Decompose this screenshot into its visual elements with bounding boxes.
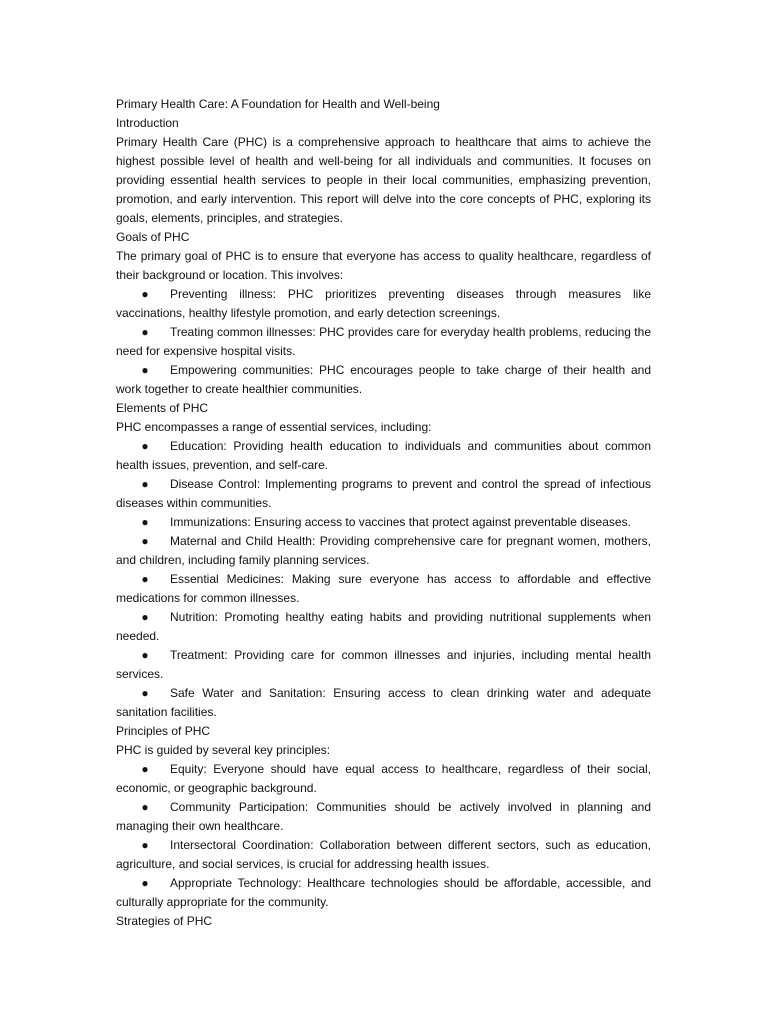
list-item-text: Immunizations: Ensuring access to vaccines that protect against preventable diseases. xyxy=(170,515,631,529)
list-item xyxy=(116,361,651,399)
list-item xyxy=(116,646,651,684)
list-item xyxy=(116,513,651,532)
bullet-icon: ● xyxy=(141,363,149,377)
list-item-text: Preventing illness: PHC prioritizes preventing diseases through measures like vaccinations, healthy lifestyle promotion, and early detection screenings. xyxy=(116,287,651,320)
list-item-text: Treating common illnesses: PHC provides care for everyday health problems, reducing the need for expensive hospital visits. xyxy=(116,325,651,358)
document-page xyxy=(116,95,651,931)
list-item xyxy=(116,684,651,722)
list-item xyxy=(116,532,651,570)
list-item xyxy=(116,323,651,361)
bullet-icon: ● xyxy=(141,838,149,852)
bullet-icon: ● xyxy=(141,648,149,662)
bullet-icon: ● xyxy=(141,287,149,301)
bullet-icon: ● xyxy=(141,515,149,529)
section-heading-principles: Principles of PHC xyxy=(116,724,211,738)
list-item xyxy=(116,608,651,646)
bullet-icon: ● xyxy=(141,439,149,453)
list-item-text: Essential Medicines: Making sure everyone has access to affordable and effective medications for common illnesses. xyxy=(116,572,651,605)
list-item-text: Education: Providing health education to individuals and communities about common health issues, prevention, and self-care. xyxy=(116,439,651,472)
list-item xyxy=(116,836,651,874)
list-item-text: Maternal and Child Health: Providing comprehensive care for pregnant women, mothers, and children, including family planning services. xyxy=(116,534,651,567)
document-title: Primary Health Care: A Foundation for Health and Well-being xyxy=(116,97,440,111)
list-item xyxy=(116,798,651,836)
list-item xyxy=(116,475,651,513)
list-item-text: Appropriate Technology: Healthcare technologies should be affordable, accessible, and culturally appropriate for the community. xyxy=(116,876,651,909)
list-item-text: Community Participation: Communities should be actively involved in planning and managing their own healthcare. xyxy=(116,800,651,833)
section-heading-goals: Goals of PHC xyxy=(116,230,190,244)
bullet-icon: ● xyxy=(141,876,149,890)
section-heading-elements: Elements of PHC xyxy=(116,401,209,415)
bullet-icon: ● xyxy=(141,800,149,814)
introduction-paragraph: Primary Health Care (PHC) is a comprehensive approach to healthcare that aims to achieve the highest possible level of health and well-being for all individuals and communities. It focuses on providing essential health services to people in their local communities, emphasizing prevention, promotion, and early intervention. This report will delve into the core concepts of PHC, exploring its goals, elements, principles, and strategies. xyxy=(116,135,651,225)
list-item-text: Intersectoral Coordination: Collaboration between different sectors, such as education, agriculture, and social services, is crucial for addressing health issues. xyxy=(116,838,651,871)
section-heading-strategies: Strategies of PHC xyxy=(116,914,213,928)
bullet-icon: ● xyxy=(141,686,149,700)
bullet-icon: ● xyxy=(141,534,149,548)
bullet-icon: ● xyxy=(141,762,149,776)
bullet-icon: ● xyxy=(141,610,149,624)
principles-paragraph: PHC is guided by several key principles: xyxy=(116,743,331,757)
list-item-text: Equity: Everyone should have equal access to healthcare, regardless of their social, economic, or geographic background. xyxy=(116,762,651,795)
bullet-icon: ● xyxy=(141,325,149,339)
bullet-icon: ● xyxy=(141,572,149,586)
list-item-text: Nutrition: Promoting healthy eating habits and providing nutritional supplements when needed. xyxy=(116,610,651,643)
list-item xyxy=(116,285,651,323)
list-item-text: Disease Control: Implementing programs to prevent and control the spread of infectious diseases within communities. xyxy=(116,477,651,510)
list-item xyxy=(116,760,651,798)
goals-paragraph: The primary goal of PHC is to ensure that everyone has access to quality healthcare, regardless of their background or location. This involves: xyxy=(116,249,651,282)
list-item-text: Treatment: Providing care for common illnesses and injuries, including mental health services. xyxy=(116,648,651,681)
section-heading-introduction: Introduction xyxy=(116,116,179,130)
list-item xyxy=(116,570,651,608)
bullet-icon: ● xyxy=(141,477,149,491)
elements-paragraph: PHC encompasses a range of essential services, including: xyxy=(116,420,432,434)
list-item-text: Empowering communities: PHC encourages people to take charge of their health and work together to create healthier communities. xyxy=(116,363,651,396)
list-item xyxy=(116,874,651,912)
list-item-text: Safe Water and Sanitation: Ensuring access to clean drinking water and adequate sanitation facilities. xyxy=(116,686,651,719)
list-item xyxy=(116,437,651,475)
